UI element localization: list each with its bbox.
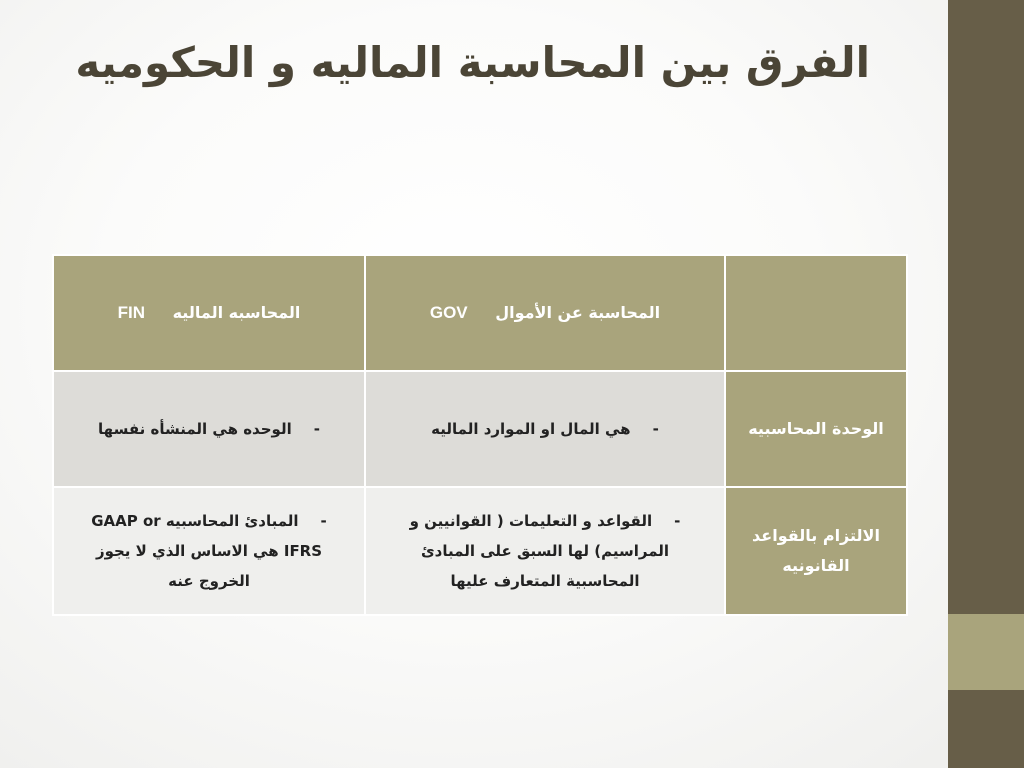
row1-gov-text: هي المال او الموارد الماليه: [431, 420, 631, 438]
row2-fin-cell: [53, 487, 365, 615]
header-fin-content: [118, 298, 301, 328]
table-header-row: [53, 255, 907, 371]
row2-gov-line3: المحاسبية المتعارف عليها: [450, 572, 640, 590]
header-fin-abbr: FIN: [117, 303, 146, 322]
table-row: [53, 371, 907, 487]
row1-label: الوحدة المحاسبيه: [725, 371, 907, 487]
row2-gov-line1: القواعد و التعليمات ( القوانيين و: [409, 512, 653, 530]
header-gov-content: [430, 298, 660, 328]
row2-gov-line1-wrap: [380, 506, 710, 536]
row2-gov-line2: المراسيم) لها السبق على المبادئ: [420, 542, 670, 560]
bullet-dash: -: [652, 420, 659, 438]
bullet-dash: -: [674, 512, 681, 530]
row2-label-line2: القانونيه: [782, 556, 850, 575]
bullet-dash: -: [313, 420, 320, 438]
row2-label: [725, 487, 907, 615]
side-accent-block: [948, 614, 1024, 690]
row1-gov-content: [431, 414, 659, 444]
header-corner: [725, 255, 907, 371]
row2-fin-line1: المبادئ المحاسبيه GAAP or: [91, 512, 299, 530]
row1-fin-text: الوحده هي المنشأه نفسها: [98, 420, 292, 438]
row2-label-line1: الالتزام بالقواعد: [752, 526, 880, 545]
header-gov-label: المحاسبة عن الأموال: [495, 303, 661, 322]
header-gov: [365, 255, 725, 371]
bullet-dash: -: [320, 512, 327, 530]
slide-title: الفرق بين المحاسبة الماليه و الحكوميه: [75, 38, 870, 87]
row1-fin-content: [98, 414, 320, 444]
row2-fin-line3: الخروج عنه: [168, 572, 250, 590]
table-row: [53, 487, 907, 615]
row1-gov-cell: [365, 371, 725, 487]
row2-fin-line2: IFRS هي الاساس الذي لا يجوز: [95, 542, 323, 560]
row1-fin-cell: [53, 371, 365, 487]
row2-fin-line1-wrap: [68, 506, 350, 536]
comparison-table: [52, 254, 908, 616]
header-gov-abbr: GOV: [429, 303, 468, 322]
row2-gov-cell: [365, 487, 725, 615]
header-fin: [53, 255, 365, 371]
header-fin-label: المحاسبه الماليه: [172, 303, 301, 322]
